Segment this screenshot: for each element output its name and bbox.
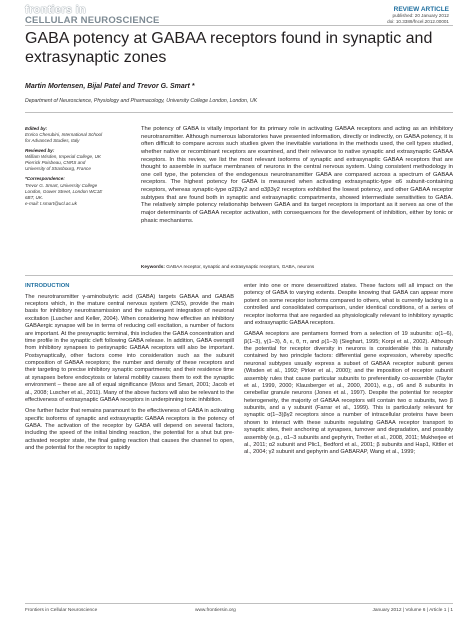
paragraph: The neurotransmitter γ-aminobutyric acid (GABA) targets GABAA and GABAB receptors which, in the mature central nervous system (CNS), provide the main basis for inhibitory neurotransmission and the subsequent integration of neuronal excitation (Luscher and Keller, 2004). When considering how effective an inhibitory GABAergic synapse will be in terms of reducing cell excitation, a number of factors are important. At the presynaptic terminal, this includes the GABA concentration and time profile in the synaptic cleft following GABA release. In addition, GABA overspill from inhibitory synapses to perisynaptic GABAA receptors will also be important. Postsynaptically, other factors come into consideration such as the subunit composition of GABAA receptors; the number and density of these receptors and their targeting to precise inhibitory synaptic compartments; and their residence time at synapses before endocytosis or lateral mobility causes them to exit the synaptic environment – these are all of equal significance (Moss and Smart, 2001; Jacob et al., 2008; Luscher et al., 2011). Many of the above factors will also be relevant to the effectiveness of extrasynaptic GABAA receptors in underpinning tonic inhibition. <box>25 293 234 403</box>
author-list: Martin Mortensen, Bijal Patel and Trevor G. Smart * <box>25 83 195 90</box>
left-column <box>25 283 234 457</box>
paragraph: One further factor that remains paramount to the effectiveness of GABA in activating specific isoforms of synaptic and extrasynaptic GABAA receptors is the potency of GABA. The activation of the receptor by GABA will depend on several factors, including the speed of the initial binding reaction, the potential for a shut but pre-activated receptor state, the final gating reaction that causes the channel to open, and the potential for the receptor to rapidly <box>25 408 234 452</box>
section-divider <box>25 112 453 113</box>
keywords <box>141 264 453 269</box>
correspondence-line: London, Gower Street, London WC1E <box>25 188 103 194</box>
correspondence-line: Trevor G. Smart, University College <box>25 182 98 188</box>
body-divider <box>25 275 453 276</box>
editor-line: for Advanced Studies, Italy <box>25 138 80 144</box>
footer-issue: January 2012 | Volume 6 | Article 1 | 1 <box>372 608 453 613</box>
article-meta <box>387 6 449 24</box>
footer-journal: Frontiers in Cellular Neuroscience <box>25 608 98 613</box>
logo-text-top: frontiers in <box>25 4 87 16</box>
correspondence-label: *Correspondence: <box>25 176 65 182</box>
editorial-sidebar <box>25 126 137 207</box>
correspondence-email[interactable]: e-mail: t.smart@ucl.ac.uk <box>25 200 77 206</box>
logo-text-bottom: CELLULAR NEUROSCIENCE <box>25 15 160 26</box>
footer-website[interactable]: www.frontiersin.org <box>195 608 236 613</box>
published-date: published: 20 January 2012 <box>392 13 449 18</box>
reviewed-by-label: Reviewed by: <box>25 148 55 154</box>
reviewer-line: William Wisden, Imperial College, UK <box>25 154 101 160</box>
reviewer-line: University of Strasbourg, France <box>25 166 91 172</box>
editor-line: Enrico Cherubini, International School <box>25 132 103 138</box>
paragraph: GABAA receptors are pentamers formed from a selection of 19 subunits: α(1–6), β(1–3), γ(1–3), δ, ε, θ, π, and ρ(1–3) (Sieghart, 1995; Korpi et al., 2002). Although the potential for receptor diversity in neurons is considerable this is naturally contained by two principle factors: differential gene expression, whereby specific neuronal subtypes usually express a subset of GABAA receptor subunit genes (Wisden et al., 1992; Pirker et al., 2000); and the imposition of receptor subunit assembly rules that cause particular subunits to preferentially co-assemble (Taylor et al., 1999, 2000; Klausberger et al., 2000, 2001), e.g., α6 and δ subunits in cerebellar granule neurons (Jones et al., 1997). Despite the potential for receptor heterogeneity, the majority of GABAA receptors will contain two α subunits, two β subunits, and a γ subunit (Farrar et al., 1999). This is particularly relevant for synaptic α(1–3)βγ2 receptors since a number of intracellular proteins have been shown to interact with these subunits regulating GABAA receptor transport to synaptic sites, their anchoring at synapses, turnover and degradation, and possibly assembly (e.g., α1–3 subunits and gephyrin, Tretter et al., 2008, 2011; Mukherjee et al., 2011; α2 subunit and Plic1, Bedford et al., 2001; β subunits and Hap1, Kittler et al., 2004; γ2 subunit and gephyrin and GABARAP, Wang et al., 1999; <box>244 331 453 456</box>
affiliation: Department of Neuroscience, Physiology and Pharmacology, University College London, London, UK <box>25 98 258 104</box>
article-title: GABA potency at GABAA receptors found in synaptic and extrasynaptic zones <box>25 30 433 66</box>
doi: doi: 10.3389/fncel.2012.00001 <box>387 18 449 24</box>
paragraph: enter into one or more desensitized states. These factors will all impact on the potency of GABA to varying extents. Despite knowing that GABA can appear more potent on some receptor isoforms compared to others, what is currently lacking is a controlled and consolidated comparison, under identical conditions, of a series of receptor isoforms that are regarded as physiologically relevant to inhibitory synaptic and extrasynaptic GABAA receptors. <box>244 283 453 326</box>
edited-by-label: Edited by: <box>25 126 48 131</box>
section-heading: INTRODUCTION <box>25 283 70 289</box>
footer-divider <box>25 603 453 604</box>
reviewer-line: Pierrick Poisbeau, CNRS and <box>25 160 86 166</box>
right-column <box>244 283 453 461</box>
correspondence-line: 6BT, UK. <box>25 194 44 200</box>
keywords-text: GABAA receptor, synaptic and extrasynaptic receptors, GABA, neurons <box>166 264 315 269</box>
header-divider <box>25 25 453 26</box>
keywords-label: Keywords: <box>141 264 165 269</box>
article-type: REVIEW ARTICLE <box>393 6 449 13</box>
journal-logo <box>25 5 160 26</box>
abstract: The potency of GABA is vitally important for its primary role in activating GABAA receptors and acting as an inhibitory neurotransmitter. Although numerous laboratories have presented information, directly or indirectly, on GABA potency, it is often difficult to compare across such studies given the inevitable variations in the methods used, the cell types studied, whether native or recombinant receptors are examined, and their relevance to native synaptic and extrasynaptic GABAA receptors. In this review, we list the most relevant isoforms of synaptic and extrasynaptic GABAA receptors that are thought to assemble in surface membranes of neurons in the central nervous system. Using consistent methodology in one cell type, the potencies of the endogenous neurotransmitter GABA are compared across a spectrum of GABAA receptors. The highest potency for GABA is measured when activating extrasynaptic-type α6 subunit-containing receptors, whereas synaptic-type α2β3γ2 and α3β3γ2 receptors exhibited the lowest potency, and other GABAA receptor subtypes that are found both in synaptic and extrasynaptic compartments, showed intermediate sensitivities to GABA. The relatively simple potency relationship between GABA and its target receptors is important as it serves as one of the major determinants of GABAA receptor activation, with consequences for the development of inhibition, either by tonic or phasic mechanisms. <box>141 126 453 224</box>
